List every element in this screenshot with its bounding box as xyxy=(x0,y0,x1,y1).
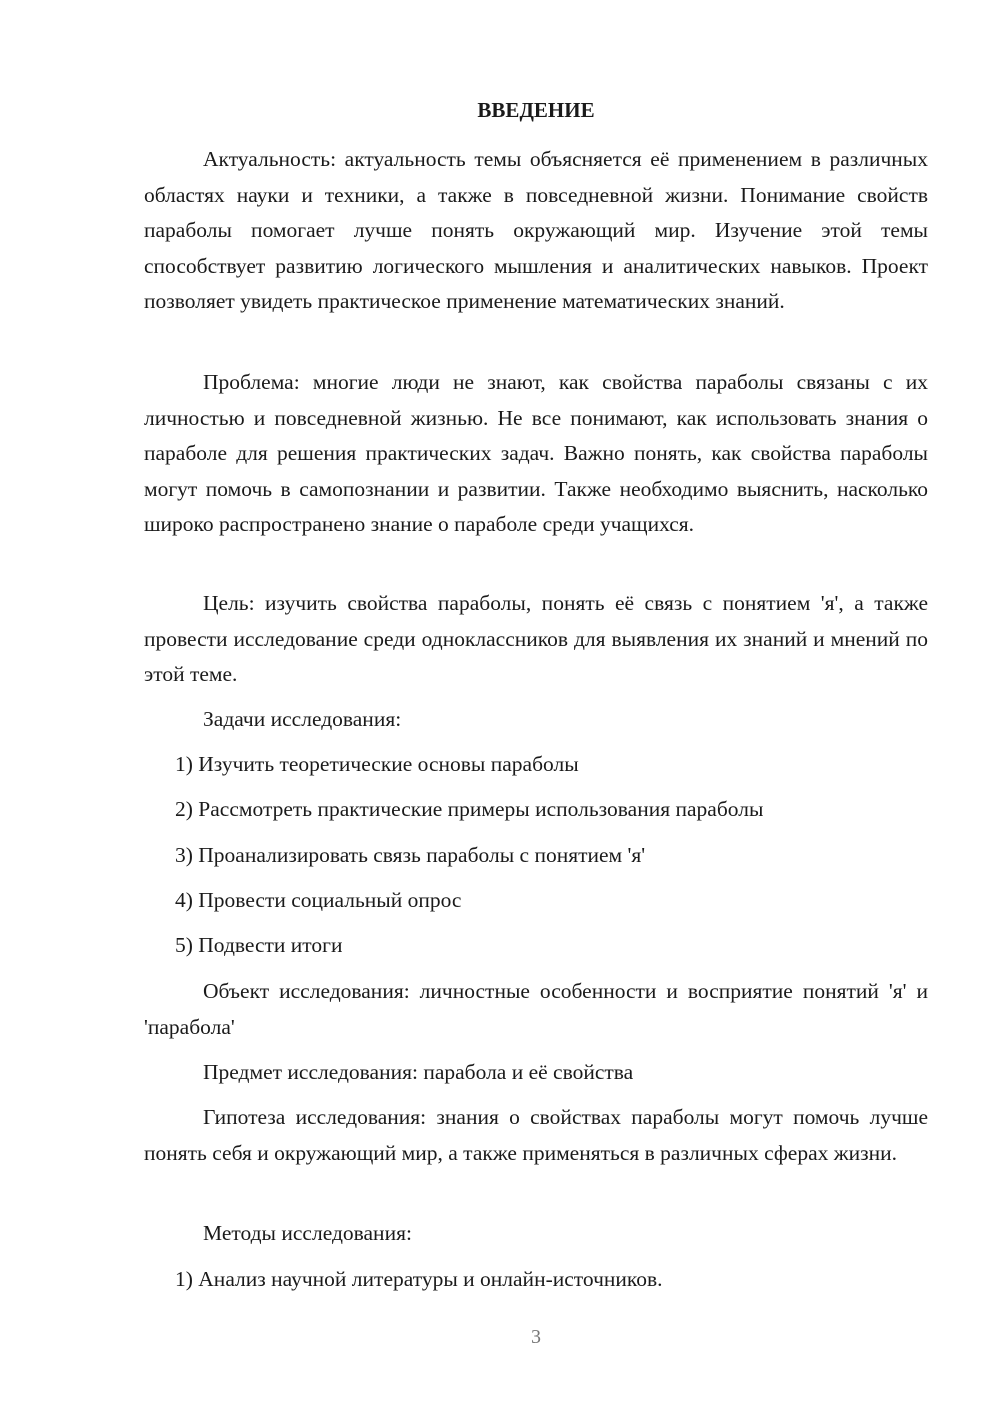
page-title: ВВЕДЕНИЕ xyxy=(477,98,595,122)
task-item: 3) Проанализировать связь параболы с понятием 'я' xyxy=(175,843,646,867)
paragraph-goal: Цель: изучить свойства параболы, понять её связь с понятием 'я', а также провести исследование среди одноклассников для выявления их знаний и мнений по этой теме. xyxy=(144,591,928,686)
paragraph-hypothesis: Гипотеза исследования: знания о свойствах параболы могут помочь лучше понять себя и окружающий мир, а также применяться в различных сферах жизни. xyxy=(144,1105,928,1165)
paragraph-subject: Предмет исследования: парабола и её свойства xyxy=(203,1060,634,1084)
page-number: 3 xyxy=(531,1326,541,1348)
method-item: 1) Анализ научной литературы и онлайн-источников. xyxy=(175,1267,663,1291)
task-item: 5) Подвести итоги xyxy=(175,933,343,957)
task-item: 4) Провести социальный опрос xyxy=(175,888,462,912)
methods-heading: Методы исследования: xyxy=(203,1221,412,1245)
paragraph-problem: Проблема: многие люди не знают, как свойства параболы связаны с их личностью и повседневной жизнью. Не все понимают, как использовать знания о параболе для решения практических задач. Важно понять, как свойства параболы могут помочь в самопознании и развитии. Также необходимо выяснить, насколько широко распространено знание о параболе среди учащихся. xyxy=(144,370,928,536)
paragraph-relevance: Актуальность: актуальность темы объясняется её применением в различных областях науки и техники, а также в повседневной жизни. Понимание свойств параболы помогает лучше понять окружающий мир. Изучение этой темы способствует развитию логического мышления и аналитических навыков. Проект позволяет увидеть практическое применение математических знаний. xyxy=(144,147,928,313)
paragraph-object: Объект исследования: личностные особенности и восприятие понятий 'я' и 'парабола' xyxy=(144,979,928,1039)
task-item: 1) Изучить теоретические основы параболы xyxy=(175,752,579,776)
task-item: 2) Рассмотреть практические примеры использования параболы xyxy=(175,797,764,821)
tasks-heading: Задачи исследования: xyxy=(203,707,402,731)
